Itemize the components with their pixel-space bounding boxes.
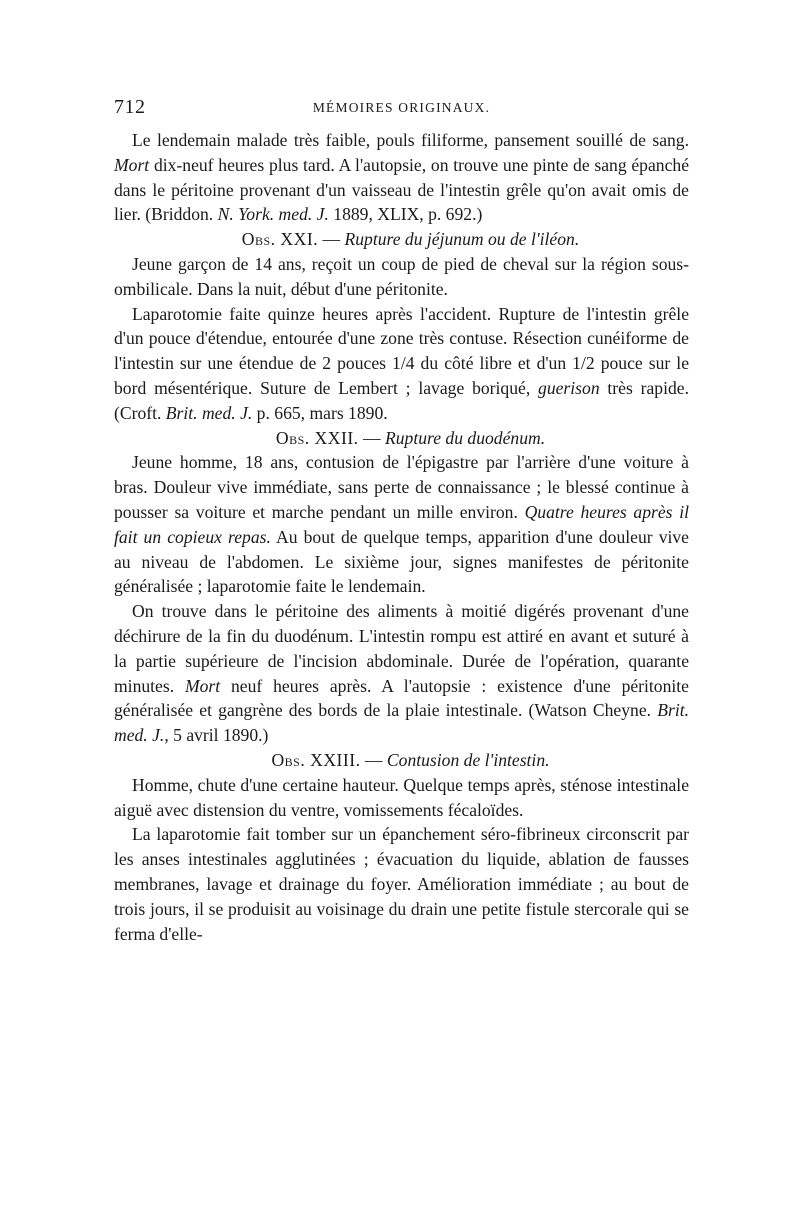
heading-dash: — xyxy=(358,427,385,448)
observation-heading-xxi xyxy=(114,227,689,252)
paragraph-laparotomie-croft xyxy=(114,302,689,426)
emphasis-guerison: guerison xyxy=(538,377,600,398)
text-run: dix-neuf heures plus tard. A l'autopsie, on trouve une pinte de sang épanché dans le péritoine provenant d'un vaisseau de l'intestin grêle qu'on avait omis de lier. (Briddon. xyxy=(114,154,689,225)
paragraph-case-homme-chute: Homme, chute d'une certaine hauteur. Quelque temps après, sténose intestinale aiguë avec distension du ventre, vomissements fécaloïdes. xyxy=(114,774,689,820)
page-number: 712 xyxy=(114,96,146,118)
text-run: On trouve dans le péritoine des aliments à moitié digérés provenant d'une déchirure de la fin du duodénum. L'intestin rompu est attiré en avant et suturé à la partie supérieure de l'incision abdominale. Durée de l'opération, quarante minutes. xyxy=(114,601,689,696)
page-body xyxy=(114,128,689,946)
journal-citation: N. York. med. J. xyxy=(217,204,329,225)
text-run: Jeune homme, 18 ans, contusion de l'épigastre par l'arrière d'une voiture à bras. Douleur vive immédiate, sans perte de connaissance ; le blessé continue à pousser sa voiture et marche pendant un mille environ. xyxy=(114,452,689,522)
observation-title: Contusion de l'intestin. xyxy=(386,749,550,770)
emphasis-quatre-heures: Quatre heures après il fait un copieux repas. xyxy=(114,501,689,547)
text-run: Laparotomie faite quinze heures après l'accident. Rupture de l'intestin grêle d'un pouce d'étendue, entourée d'une zone très contuse. Résection cunéiforme de l'intestin sur une étendue de 2 pouces 1/4 du côté libre et d'un 1/2 pouce sur le bord mésentérique. Suture de Lembert ; lavage boriqué, xyxy=(114,303,689,398)
paragraph-laparotomie-epanchement: La laparotomie fait tomber sur un épanchement séro-fibrineux circonscrit par les anses intestinales agglutinées ; évacuation du liquide, ablation de fausses membranes, lavage et drainage du foyer. Amélioration immédiate ; au bout de trois jours, il se produisit au voisinage du drain une petite fistule stercorale qui se ferma d'elle- xyxy=(114,824,689,944)
paragraph-duodenum-cheyne xyxy=(114,599,689,748)
observation-label: Obs. XXIII. xyxy=(271,749,361,770)
text-run: très rapide. (Croft. xyxy=(114,377,689,423)
running-head: MÉMOIRES ORIGINAUX. xyxy=(312,100,491,115)
text-run: neuf heures après. A l'autopsie : existence d'une péritonite généralisée et gangrène des bords de la plaie intestinale. (Watson Cheyne. xyxy=(114,675,689,721)
observation-label: Obs. XXI. xyxy=(241,229,319,250)
emphasis-mort: Mort xyxy=(184,675,221,696)
observation-label: Obs. XXII. xyxy=(275,427,359,448)
emphasis-mort: Mort xyxy=(114,154,150,175)
observation-title: Rupture du duodénum. xyxy=(384,427,546,448)
heading-dash: — xyxy=(318,229,345,250)
text-run: p. 665, mars 1890. xyxy=(252,402,388,423)
paragraph-case-jeune-homme xyxy=(114,450,689,599)
paragraph-case-jeune-garcon: Jeune garçon de 14 ans, reçoit un coup de pied de cheval sur la région sous-ombilicale. Dans la nuit, début d'une péritonite. xyxy=(114,253,689,299)
text-run: Au bout de quelque temps, apparition d'une douleur vive au niveau de l'abdomen. Le sixième jour, signes manifestes de péritonite généralisée ; laparotomie faite le lendemain. xyxy=(114,526,689,597)
heading-dash: — xyxy=(360,749,387,770)
text-run: Le lendemain malade très faible, pouls filiforme, pansement souillé de sang. xyxy=(132,130,689,150)
paragraph-autopsy-briddon xyxy=(114,128,689,227)
observation-heading-xxiii xyxy=(114,748,689,773)
observation-heading-xxii xyxy=(114,426,689,451)
journal-citation: Brit. med. J. xyxy=(165,402,253,423)
journal-citation: Brit. med. J. xyxy=(114,700,689,746)
text-run: , 5 avril 1890.) xyxy=(164,725,269,746)
text-run: 1889, XLIX, p. 692.) xyxy=(328,204,483,225)
observation-title: Rupture du jéjunum ou de l'iléon. xyxy=(344,229,580,250)
page-header xyxy=(114,96,689,124)
